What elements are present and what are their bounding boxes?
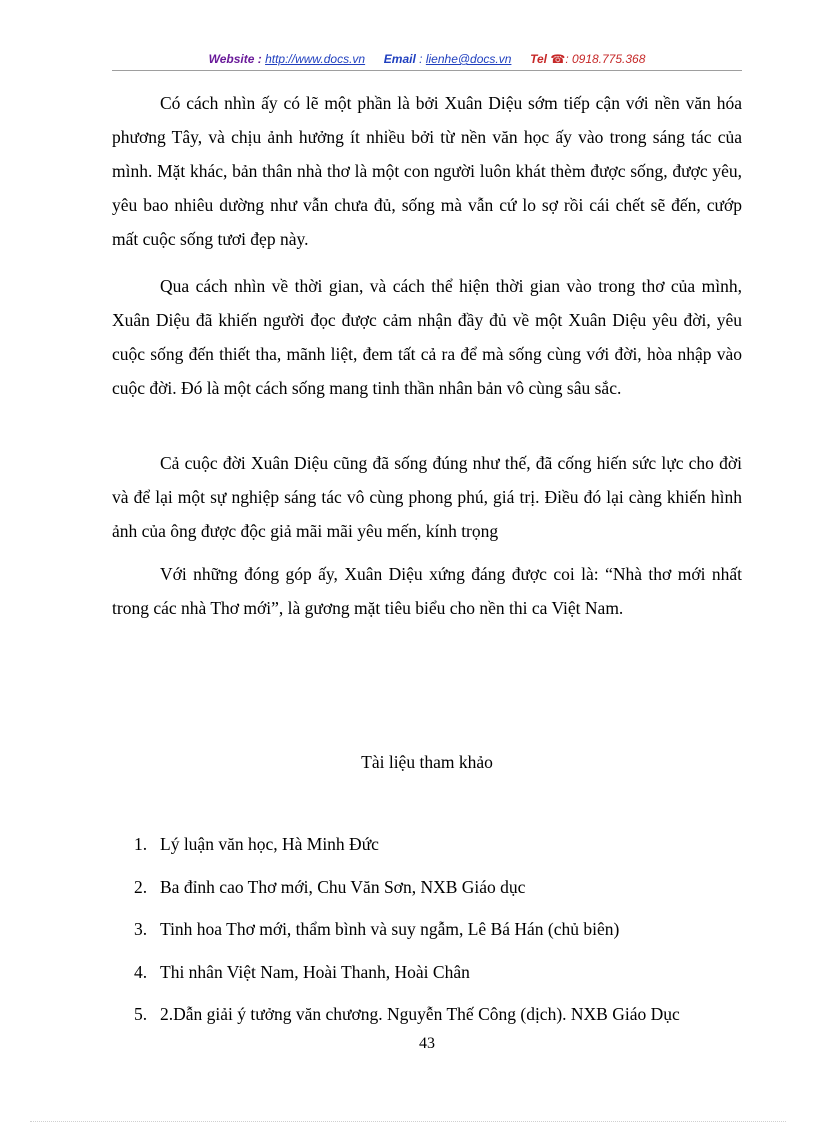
- reference-number: 3.: [134, 919, 148, 939]
- page-header: [112, 51, 742, 67]
- references-title: Tài liệu tham khảo: [361, 752, 493, 772]
- reference-item: [134, 958, 754, 1001]
- email-separator: :: [419, 52, 423, 66]
- website-link[interactable]: http://www.docs.vn: [265, 52, 366, 66]
- body-paragraph: Có cách nhìn ấy có lẽ một phần là bởi Xuân Diệu sớm tiếp cận với nền văn hóa phương Tây, và chịu ảnh hưởng ít nhiều bởi từ nền văn học ấy vào trong sáng tác của mình. Mặt khác, bản thân nhà thơ là một con người luôn khát thèm được sống, được yêu, yêu bao nhiêu dường như vẫn chưa đủ, sống mà vẫn cứ lo sợ rồi cái chết sẽ đến, cướp mất cuộc sống tươi đẹp này.: [112, 93, 742, 249]
- reference-item: [134, 830, 754, 873]
- reference-number: 4.: [134, 961, 148, 982]
- page-number: 43: [419, 1035, 435, 1052]
- header-divider: [112, 70, 742, 71]
- reference-text: Ba đỉnh cao Thơ mới, Chu Văn Sơn, NXB Giáo dục: [160, 876, 526, 897]
- body-paragraph: Qua cách nhìn về thời gian, và cách thể hiện thời gian vào trong thơ của mình, Xuân Diệu đã khiến người đọc được cảm nhận đầy đủ về một Xuân Diệu yêu đời, yêu cuộc sống đến thiết tha, mãnh liệt, đem tất cả ra để mà sống cùng với đời, hòa nhập vào cuộc đời. Đó là một cách sống mang tinh thần nhân bản vô cùng sâu sắc.: [112, 276, 742, 398]
- body-paragraph: Cả cuộc đời Xuân Diệu cũng đã sống đúng như thế, đã cống hiến sức lực cho đời và để lại một sự nghiệp sáng tác vô cùng phong phú, giá trị. Điều đó lại càng khiến hình ảnh của ông được độc giả mãi mãi yêu mến, kính trọng: [112, 453, 742, 541]
- email-label: Email: [383, 52, 416, 66]
- reference-text: 2.Dẫn giải ý tưởng văn chương. Nguyễn Thế Công (dịch). NXB Giáo Dục: [160, 1004, 680, 1024]
- reference-text: Thi nhân Việt Nam, Hoài Thanh, Hoài Chân: [160, 961, 470, 982]
- tel-label: Tel: [530, 52, 548, 66]
- reference-text: Tinh hoa Thơ mới, thẩm bình và suy ngẫm, Lê Bá Hán (chủ biên): [160, 919, 620, 939]
- references-list: [134, 830, 754, 1043]
- phone-icon: ☎: [550, 52, 566, 66]
- email-link[interactable]: lienhe@docs.vn: [425, 52, 512, 66]
- reference-number: 2.: [134, 876, 148, 897]
- tel-value: : 0918.775.368: [565, 52, 646, 66]
- reference-number: 1.: [134, 834, 148, 854]
- body-paragraph: Với những đóng góp ấy, Xuân Diệu xứng đáng được coi là: “Nhà thơ mới nhất trong các nhà Thơ mới”, là gương mặt tiêu biểu cho nền thi ca Việt Nam.: [112, 564, 742, 618]
- footer-divider: [30, 1121, 786, 1122]
- reference-item: [134, 873, 754, 916]
- reference-number: 5.: [134, 1004, 148, 1024]
- reference-text: Lý luận văn học, Hà Minh Đức: [160, 834, 379, 854]
- website-label: Website :: [208, 52, 262, 66]
- reference-item: [134, 915, 754, 958]
